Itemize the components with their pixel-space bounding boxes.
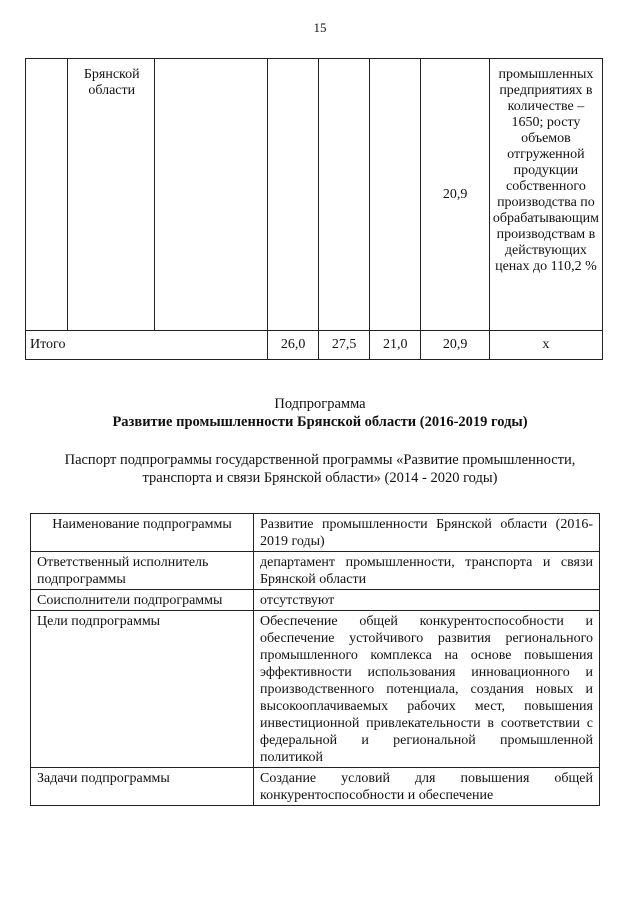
passport-title-line2: транспорта и связи Брянской области» (2014 - 2020 годы) bbox=[142, 470, 498, 486]
row-value: отсутствуют bbox=[254, 590, 600, 611]
table-row bbox=[31, 514, 600, 552]
row-value: Развитие промышленности Брянской области (2016-2019 годы) bbox=[254, 514, 600, 552]
row-name: Наименование подпрограммы bbox=[31, 514, 254, 552]
table-row bbox=[31, 768, 600, 806]
row-name: Ответственный исполнитель подпрограммы bbox=[31, 552, 254, 590]
table-cell bbox=[268, 59, 319, 331]
total-row bbox=[26, 331, 603, 360]
table-row bbox=[31, 552, 600, 590]
region-cell: Брянской области bbox=[67, 59, 154, 331]
table-cell bbox=[154, 59, 267, 331]
row-name: Соисполнители подпрограммы bbox=[31, 590, 254, 611]
total-value: 21,0 bbox=[370, 331, 421, 360]
table-cell bbox=[26, 59, 68, 331]
passport-table bbox=[30, 513, 600, 806]
total-value: 26,0 bbox=[268, 331, 319, 360]
row-name: Цели подпрограммы bbox=[31, 611, 254, 768]
row-value: Обеспечение общей конкурентоспособности и обеспечение устойчивого развития регионального промышленного комплекса на основе повышения эффективности использования инновационного и производственного потенциала, создания новых и высокооплачиваемых рабочих мест, повышения инвестиционной привлекательности в соответствии с федеральной и региональной промышленной политикой bbox=[254, 611, 600, 768]
row-value: Создание условий для повышения общей конкурентоспособности и обеспечение bbox=[254, 768, 600, 806]
subprogram-title: Развитие промышленности Брянской области (2016-2019 годы) bbox=[112, 414, 528, 430]
total-value: 20,9 bbox=[421, 331, 490, 360]
passport-title-line1: Паспорт подпрограммы государственной программы «Развитие промышленности, bbox=[64, 452, 576, 468]
value-cell: 20,9 bbox=[421, 59, 490, 331]
table-row bbox=[31, 590, 600, 611]
table-row bbox=[31, 611, 600, 768]
total-last: x bbox=[489, 331, 602, 360]
table-cell bbox=[370, 59, 421, 331]
row-name: Задачи подпрограммы bbox=[31, 768, 254, 806]
table-cell bbox=[319, 59, 370, 331]
subprogram-label: Подпрограмма bbox=[274, 396, 366, 412]
page-number: 15 bbox=[313, 20, 327, 35]
row-value: департамент промышленности, транспорта и связи Брянской области bbox=[254, 552, 600, 590]
results-table bbox=[25, 58, 603, 360]
total-value: 27,5 bbox=[319, 331, 370, 360]
total-label: Итого bbox=[26, 331, 268, 360]
table-row bbox=[26, 59, 603, 331]
indicator-cell: промышленных предприятиях в количестве – 1650; росту объемов отгруженной продукции собственного производства по обрабатывающим производствам в действующих ценах до 110,2 % bbox=[489, 59, 602, 331]
